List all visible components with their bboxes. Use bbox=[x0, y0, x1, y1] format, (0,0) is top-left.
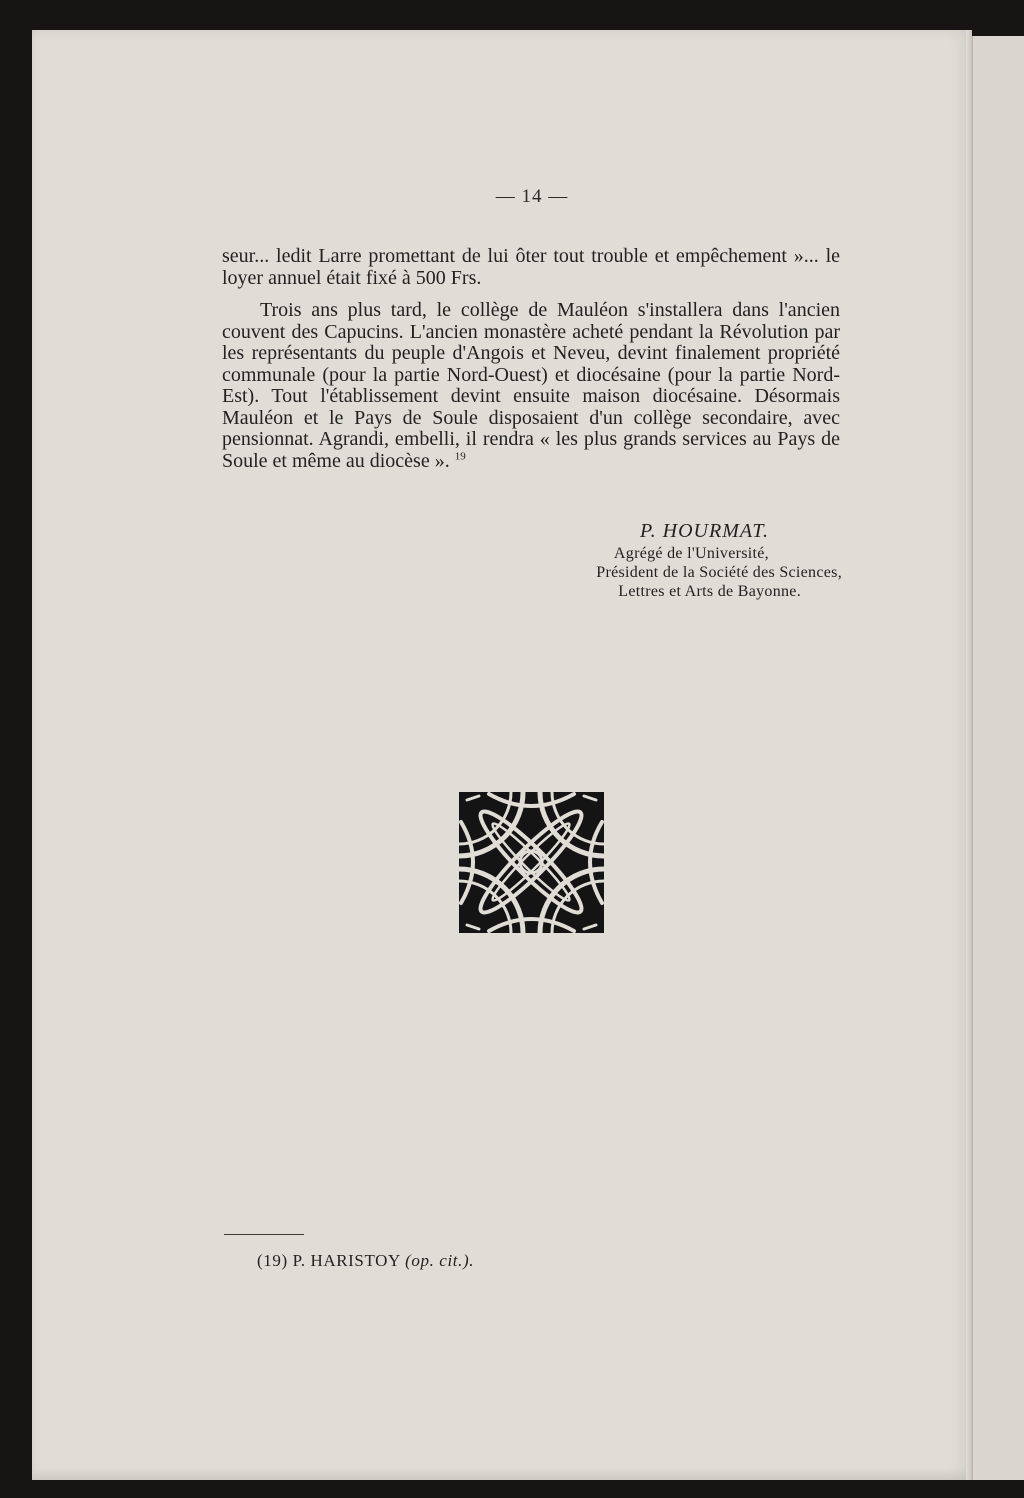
celtic-knot-ornament-icon bbox=[459, 792, 604, 933]
author-signature bbox=[470, 518, 842, 601]
body-text bbox=[222, 246, 840, 472]
footnote-divider bbox=[224, 1234, 304, 1235]
paragraph-college-text: Trois ans plus tard, le collège de Mauléon s'installera dans l'ancien couvent des Capucins. L'ancien monastère acheté pendant la Révolution par les représentants du peuple d'Angois et Neveu, devint finalement propriété communale (pour la partie Nord-Ouest) et diocésaine (pour la partie Nord-Est). Tout l'établissement devint ensuite maison diocésaine. Désormais Mauléon et le Pays de Soule disposaient d'un collège secondaire, avec pensionnat. Agrandi, embelli, il rendra « les plus grands services au Pays de Soule et même au diocèse ». bbox=[222, 299, 840, 472]
footnote-author: P. HARISTOY bbox=[292, 1251, 401, 1270]
author-title-line-1: Agrégé de l'Université, bbox=[613, 545, 769, 562]
paragraph-continuation: seur... ledit Larre promettant de lui ôter tout trouble et empêchement »... le loyer annuel était fixé à 500 Frs. bbox=[222, 245, 840, 289]
footnote-reference: 19 bbox=[454, 449, 466, 462]
author-name: P. HOURMAT. bbox=[640, 520, 769, 542]
author-title-line-3: Lettres et Arts de Bayonne. bbox=[618, 583, 801, 600]
footnote-reference-text: (op. cit.). bbox=[405, 1251, 475, 1270]
page-number: — 14 — bbox=[495, 186, 569, 207]
footnote-number: (19) bbox=[257, 1251, 288, 1270]
paragraph-college bbox=[222, 300, 840, 472]
author-title-line-2: Président de la Société des Sciences, bbox=[596, 564, 842, 581]
page-gutter-shadow bbox=[966, 30, 972, 1480]
facing-page-edge bbox=[972, 36, 1024, 1480]
footnote-19 bbox=[257, 1251, 474, 1271]
